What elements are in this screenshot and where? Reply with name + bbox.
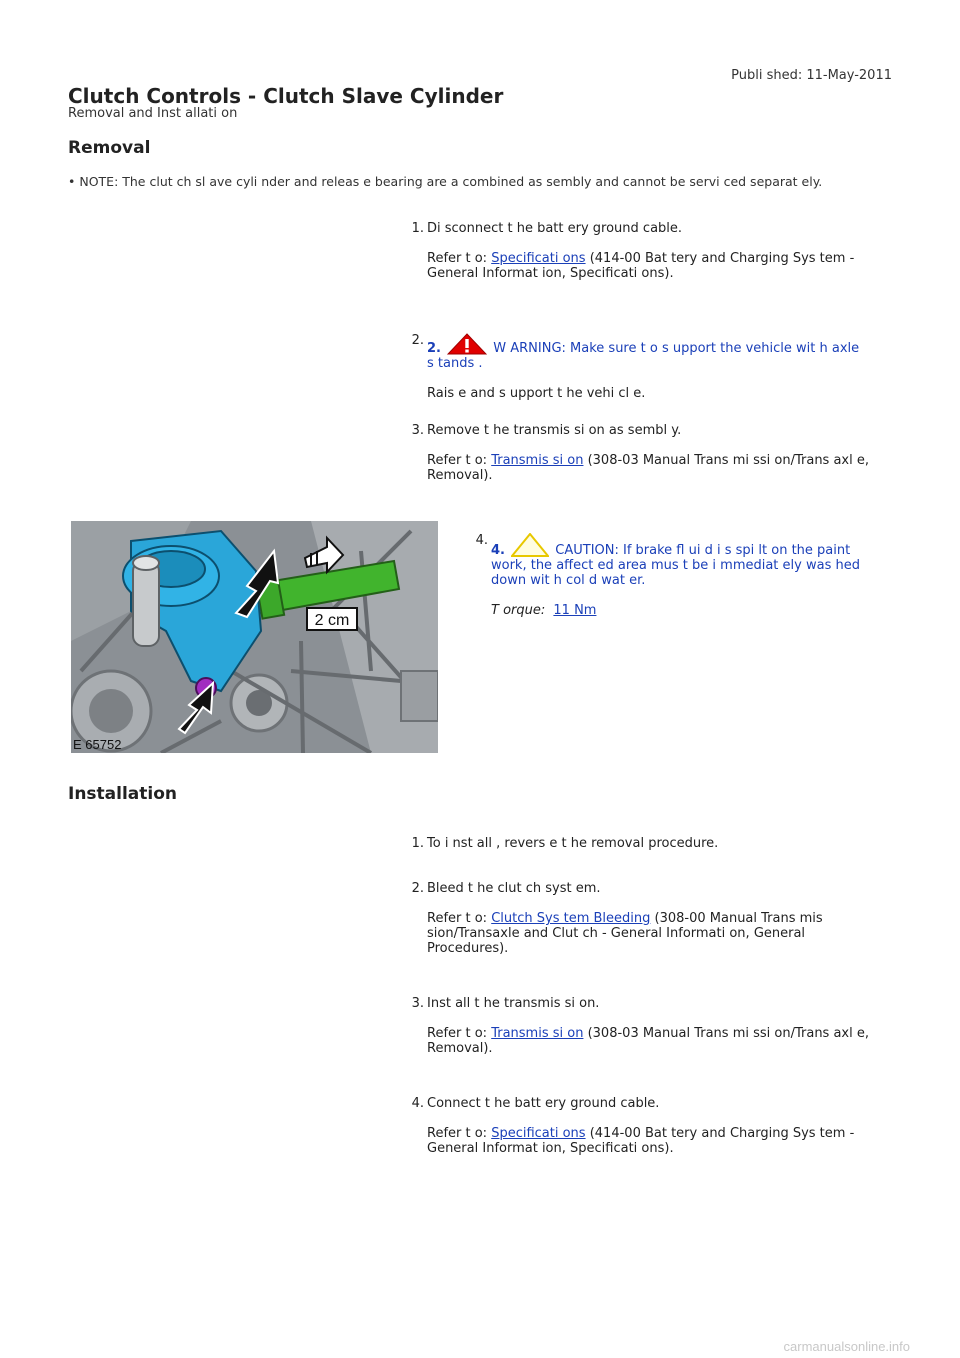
- ref-suffix: (308-03 Manual Trans mi ssi on/Trans axl e, Removal).: [427, 453, 869, 483]
- step-text: Inst all t he transmis si on.: [427, 996, 600, 1011]
- step-number: 2.: [411, 881, 424, 896]
- removal-step-2: [400, 333, 870, 401]
- step-text: Di sconnect t he batt ery ground cable.: [427, 221, 683, 236]
- step-reference: [427, 251, 870, 281]
- warning-text: [427, 333, 870, 371]
- dimension-label: 2 cm: [314, 612, 350, 629]
- caution-text: [491, 533, 884, 588]
- specifications-link[interactable]: Specificati ons: [491, 1126, 586, 1141]
- figure-code: E 65752: [73, 737, 122, 752]
- removal-step-1: [400, 221, 870, 281]
- step-text: Bleed t he clut ch syst em.: [427, 881, 601, 896]
- step-number: 3.: [411, 423, 424, 438]
- installation-heading: Installation: [68, 784, 178, 804]
- step-number: 2.: [411, 333, 424, 348]
- step-number: 4.: [475, 533, 488, 548]
- caution-triangle-icon: [511, 533, 549, 557]
- step-number: 4.: [411, 1096, 424, 1111]
- ref-prefix: Refer t o:: [427, 1126, 488, 1141]
- step-number: 3.: [411, 996, 424, 1011]
- installation-step-1: [400, 836, 870, 851]
- step-number: 1.: [411, 836, 424, 851]
- step-text: To i nst all , revers e t he removal procedure.: [427, 836, 719, 851]
- removal-step-4: [464, 533, 884, 618]
- installation-step-2: [400, 881, 870, 956]
- removal-note: • NOTE: The clut ch sl ave cyli nder and releas e bearing are a combined as sembly and cannot be servi ced separat ely.: [68, 174, 823, 189]
- installation-step-3: [400, 996, 870, 1056]
- ref-prefix: Refer t o:: [427, 1026, 488, 1041]
- warning-number: 2.: [427, 341, 441, 356]
- ref-prefix: Refer t o:: [427, 911, 488, 926]
- specifications-link[interactable]: Specificati ons: [491, 251, 586, 266]
- caution-message: CAUTION: If brake fl ui d i s spi lt on the paint work, the affect ed area mus t be i mmediat ely was hed down wit h col d wat er.: [491, 543, 860, 588]
- torque-spec: [491, 603, 884, 618]
- step-text: Remove t he transmis si on as sembl y.: [427, 423, 682, 438]
- clutch-system-bleeding-link[interactable]: Clutch Sys tem Bleeding: [491, 911, 651, 926]
- torque-value[interactable]: 11 Nm: [553, 603, 597, 618]
- warning-message: W ARNING: Make sure t o s upport the vehicle wit h axle s tands .: [427, 341, 860, 371]
- step-reference: [427, 911, 870, 956]
- ref-suffix: (414-00 Bat tery and Charging Sys tem - General Informat ion, Specificati ons).: [427, 1126, 855, 1156]
- removal-heading: Removal: [68, 138, 151, 158]
- transmission-link[interactable]: Transmis si on: [491, 453, 584, 468]
- ref-suffix: (414-00 Bat tery and Charging Sys tem - General Informat ion, Specificati ons).: [427, 251, 855, 281]
- illustration-graphic: [71, 521, 438, 753]
- transmission-link[interactable]: Transmis si on: [491, 1026, 584, 1041]
- installation-step-4: [400, 1096, 870, 1156]
- slave-cylinder-illustration: [71, 521, 438, 753]
- ref-suffix: (308-00 Manual Trans mis sion/Transaxle and Clut ch - General Informati on, General Procedures).: [427, 911, 823, 956]
- ref-suffix: (308-03 Manual Trans mi ssi on/Trans axl e, Removal).: [427, 1026, 869, 1056]
- page-title: Clutch Controls - Clutch Slave Cylinder: [68, 84, 504, 108]
- step-text: Rais e and s upport t he vehi cl e.: [427, 386, 646, 401]
- removal-step-3: [400, 423, 870, 483]
- page-subtitle: Removal and Inst allati on: [68, 106, 238, 121]
- step-text: Connect t he batt ery ground cable.: [427, 1096, 660, 1111]
- step-reference: [427, 1126, 870, 1156]
- torque-label: T orque:: [491, 603, 546, 618]
- step-reference: [427, 1026, 870, 1056]
- ref-prefix: Refer t o:: [427, 453, 488, 468]
- caution-number: 4.: [491, 543, 505, 558]
- watermark: carmanualsonline.info: [783, 1339, 910, 1354]
- step-reference: [427, 453, 870, 483]
- step-number: 1.: [411, 221, 424, 236]
- ref-prefix: Refer t o:: [427, 251, 488, 266]
- warning-triangle-icon: [447, 333, 487, 355]
- published-date: Publi shed: 11-May-2011: [731, 68, 892, 83]
